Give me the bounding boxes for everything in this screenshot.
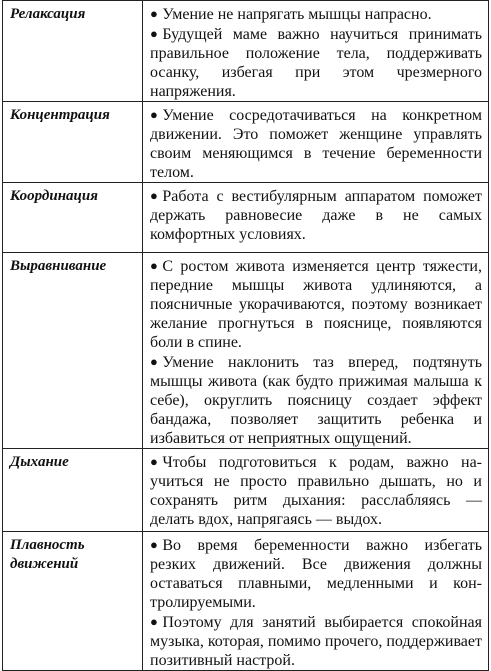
exercise-benefits-table [2, 0, 489, 671]
description-cell [143, 253, 489, 449]
description [143, 1, 488, 101]
description-cell [143, 183, 489, 253]
term-cell [3, 102, 143, 183]
term-cell [3, 449, 143, 532]
table-row [3, 183, 489, 253]
bullet-item: ● Умение наклонить таз вперед, подтянуть мышцы живота (как будто прижимая малыша к себе), округлить поясницу создает эффект бандажа, позволяет защитить ребенка и избавиться от неприятных ощущений. [150, 354, 482, 447]
description [143, 449, 488, 529]
description-cell [143, 532, 489, 671]
description-cell [143, 449, 489, 532]
description-cell [143, 102, 489, 183]
bullet-icon: ● [150, 537, 158, 552]
bullet-item: ● Чтобы подготовиться к родам, важно научиться не просто правильно дышать, но и сохранять ритм дыхания: расслабляясь — делать вдох, напрягаясь — выдох. [150, 454, 482, 528]
table-row [3, 1, 489, 102]
table-row [3, 253, 489, 449]
description [143, 183, 488, 244]
table-row [3, 102, 489, 183]
bullet-item: ● Во время беременности важно избегать резких движений. Все движения должны оставаться плавными, медленными и контролируемыми. [150, 537, 482, 611]
term-label: Координация [10, 188, 98, 204]
term-label: Выравнивание [10, 258, 107, 274]
description-cell [143, 1, 489, 102]
bullet-item: ● С ростом живота изменяется центр тяжести, передние мышцы живота удлиняются, а поясничные укорачиваются, поэтому возникает желание прогнуться в пояснице, появляются боли в спине. [150, 258, 482, 351]
term-cell [3, 1, 143, 102]
bullet-item: ● Умение не напрягать мышцы напрасно. [150, 6, 432, 23]
bullet-item: ● Поэтому для занятий выбирается спокойная музыка, которая, помимо прочего, поддерживает позитивный настрой. [150, 614, 482, 669]
bullet-icon: ● [150, 188, 158, 203]
description [143, 532, 488, 670]
table-row [3, 532, 489, 671]
term-label: Концентрация [10, 107, 110, 123]
description [143, 102, 488, 182]
description [143, 253, 488, 448]
term-cell [3, 532, 143, 671]
term-cell [3, 183, 143, 253]
bullet-item: ● Будущей маме важно научиться принимать правильное положение тела, поддерживать осанку, избегая при этом чрезмерного напряжения. [150, 26, 482, 100]
bullet-icon: ● [150, 6, 158, 21]
bullet-icon: ● [150, 354, 158, 369]
bullet-icon: ● [150, 614, 158, 629]
term-label: Плавность движений [10, 537, 85, 572]
bullet-item: ● Работа с вестибулярным аппаратом поможет держать равновесие даже в не самых комфортных условиях. [150, 188, 482, 243]
bullet-icon: ● [150, 107, 158, 122]
bullet-icon: ● [150, 454, 158, 469]
bullet-icon: ● [150, 26, 158, 41]
bullet-icon: ● [150, 258, 158, 273]
term-cell [3, 253, 143, 449]
term-label: Дыхание [10, 454, 69, 470]
table-row [3, 449, 489, 532]
bullet-item: ● Умение сосредотачиваться на конкретном движении. Это поможет женщине управлять своим меняющимся в течение беременности телом. [150, 107, 482, 181]
term-label: Релаксация [10, 6, 86, 22]
